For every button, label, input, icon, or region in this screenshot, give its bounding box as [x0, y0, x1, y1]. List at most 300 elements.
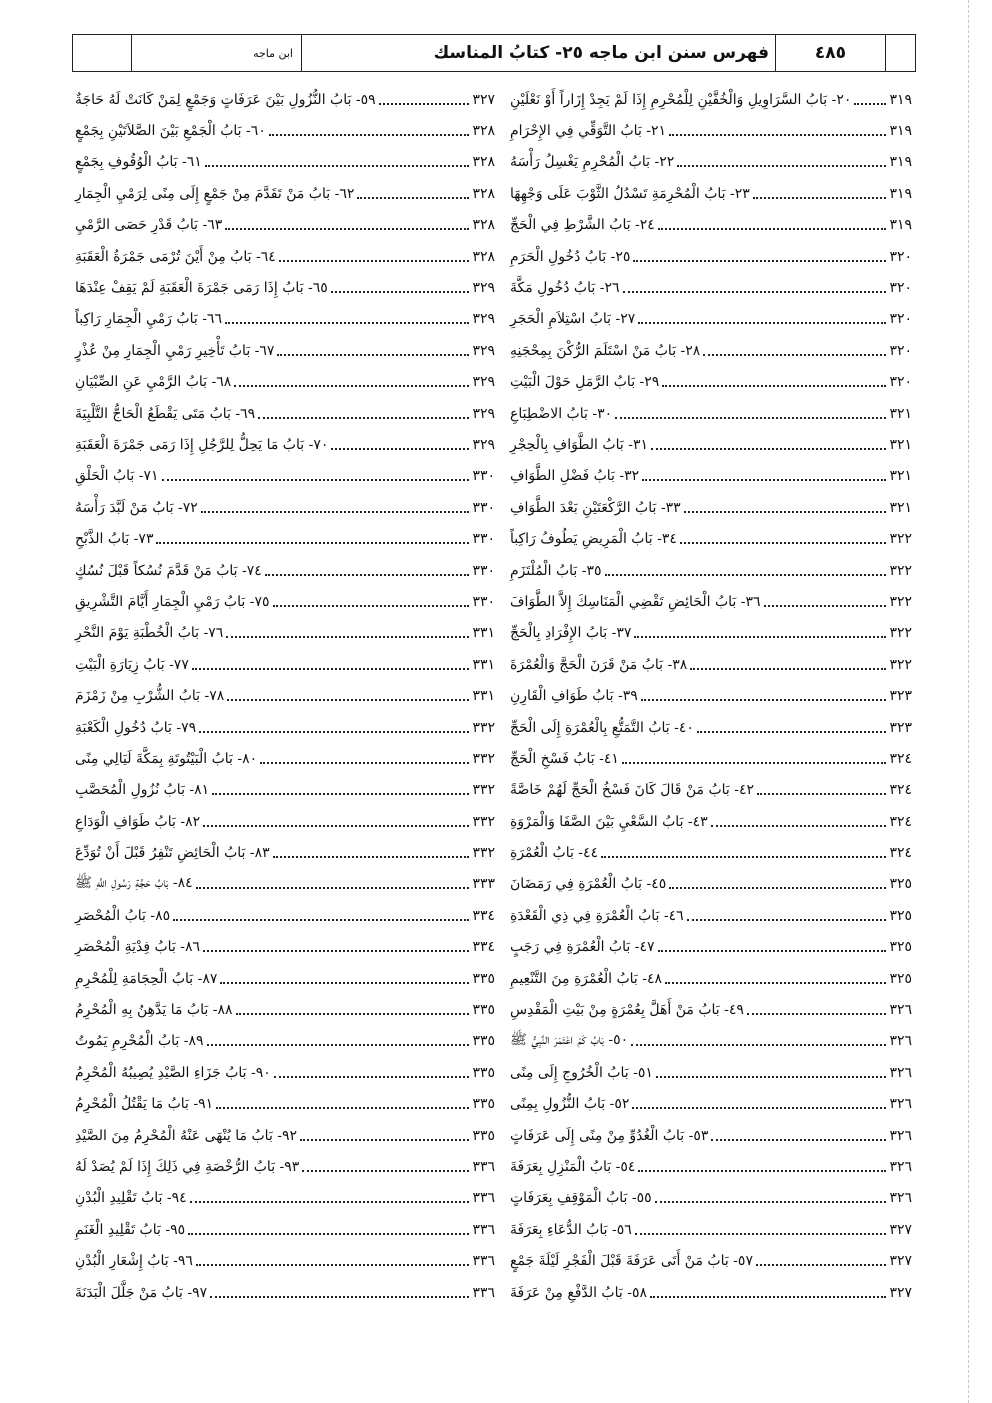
entry-title: ٨٠- بَابُ الْبَيْتُوتَةِ بِمَكَّةَ لَيَالِي مِنًى: [75, 750, 258, 767]
entry-page-number: ٣٢١: [889, 468, 912, 485]
dot-leader: [225, 228, 469, 230]
entry-title: ٨٥- بَابُ الْمُحْصَرِ: [75, 907, 171, 924]
dot-leader: [225, 322, 469, 324]
entry-title: ٤٦- بَابُ الْعُمْرَةِ فِي ذِي الْقَعْدَةِ: [510, 907, 684, 924]
index-entry: [510, 367, 912, 398]
entry-page-number: ٣٣٥: [472, 1096, 495, 1113]
header-blank-cell: [73, 35, 131, 71]
dot-leader: [615, 417, 886, 419]
index-entry: [510, 743, 912, 774]
index-entry: [510, 649, 912, 680]
index-entry: [510, 900, 912, 931]
dot-leader: [196, 1264, 470, 1266]
entry-title: ٤٨- بَابُ الْعُمْرَةِ مِنَ التَّنْعِيمِ: [510, 970, 663, 987]
index-entry: [75, 1151, 495, 1182]
entry-title: ٣٨- بَابُ مَنْ قَرَنَ الْحَجَّ وَالْعُمْرَةَ: [510, 656, 688, 673]
entry-title: ٥٦- بَابُ الدُّعَاءِ بِعَرَفَةَ: [510, 1221, 632, 1238]
dot-leader: [711, 1139, 886, 1141]
entry-title: ٨١- بَابُ نُزُولِ الْمُحَصَّبِ: [75, 782, 210, 799]
entry-page-number: ٣٢٤: [889, 782, 912, 799]
entry-title: ٩٢- بَابُ مَا يُنْهَى عَنْهُ الْمُحْرِمُ مِنَ الصَّيْدِ: [75, 1127, 298, 1144]
entry-page-number: ٣٣١: [472, 625, 495, 642]
index-column-left: [75, 84, 495, 1308]
dot-leader: [203, 825, 469, 827]
entry-title: ٢٧- بَابُ اسْتِلاَمِ الْحَجَرِ: [510, 311, 636, 328]
index-entry: [510, 586, 912, 617]
index-entry: [75, 1026, 495, 1057]
entry-title: ٦١- بَابُ الْوُقُوفِ بِجَمْعٍ: [75, 154, 202, 171]
entry-title: ٧٥- بَابُ رَمْيِ الْجِمَارِ أَيَّامَ التَّشْرِيقِ: [75, 593, 270, 610]
dot-leader: [192, 668, 470, 670]
entry-title: ٢٣- بَابُ الْمُحْرِمَةِ تَسْدُلُ الثَّوْبَ عَلَى وَجْهِهَا: [510, 185, 750, 202]
entry-page-number: ٣٢٠: [889, 248, 912, 265]
entry-page-number: ٣٢٦: [889, 1064, 912, 1081]
entry-title: ٨٧- بَابُ الْحِجَامَةِ لِلْمُحْرِمِ: [75, 970, 218, 987]
entry-title: ٦٧- بَابُ تَأْخِيرِ رَمْيِ الْجِمَارِ مِنْ عُذْرٍ: [75, 342, 275, 359]
entry-page-number: ٣٣٥: [472, 1064, 495, 1081]
entry-title: ٧٠- بَابُ مَا يَحِلُّ لِلرَّجُلِ إِذَا رَمَى جَمْرَةَ الْعَقَبَةِ: [75, 436, 329, 453]
entry-page-number: ٣٢١: [889, 405, 912, 422]
entry-page-number: ٣٢٢: [889, 562, 912, 579]
dot-leader: [220, 982, 469, 984]
entry-title: ٢٦- بَابُ دُخُولِ مَكَّةَ: [510, 280, 620, 297]
entry-title: ٣٤- بَابُ الْمَرِيضِ يَطُوفُ رَاكِباً: [510, 531, 677, 548]
dot-leader: [260, 762, 469, 764]
index-entry: [510, 147, 912, 178]
index-entry: [75, 837, 495, 868]
entry-page-number: ٣٢٦: [889, 1190, 912, 1207]
index-entry: [510, 272, 912, 303]
index-entry: [510, 932, 912, 963]
index-entry: [75, 649, 495, 680]
index-entry: [510, 210, 912, 241]
entry-page-number: ٣٢٨: [472, 123, 495, 140]
dot-leader: [357, 197, 469, 199]
entry-page-number: ٣٢٤: [889, 845, 912, 862]
entry-page-number: ٣١٩: [889, 154, 912, 171]
dot-leader: [277, 354, 469, 356]
entry-title: ٨٣- بَابُ الْحَائِضِ تَنْفِرُ قَبْلَ أَنْ تُوَدِّعَ: [75, 845, 270, 862]
index-entry: [75, 398, 495, 429]
entry-page-number: ٣٣٥: [472, 1033, 495, 1050]
entry-page-number: ٣١٩: [889, 91, 912, 108]
entry-page-number: ٣٣٠: [472, 593, 495, 610]
entry-title: ٣٦- بَابُ الْحَائِضِ تَقْضِي الْمَنَاسِكَ إِلاَّ الطَّوَافَ: [510, 593, 761, 610]
dot-leader: [216, 1107, 469, 1109]
entry-page-number: ٣٣٢: [472, 750, 495, 767]
index-entry: [75, 429, 495, 460]
entry-title: ٣٥- بَابُ الْمُلْتَزَمِ: [510, 562, 602, 579]
dot-leader: [188, 1233, 469, 1235]
dot-leader: [747, 1013, 887, 1015]
entry-title: ٤٧- بَابُ الْعُمْرَةِ فِي رَجَبٍ: [510, 939, 655, 956]
index-entry: [75, 367, 495, 398]
index-entry: [75, 618, 495, 649]
dot-leader: [650, 1296, 886, 1298]
dot-leader: [236, 1013, 470, 1015]
entry-page-number: ٣٣٠: [472, 531, 495, 548]
entry-page-number: ٣٣٥: [472, 1127, 495, 1144]
entry-title: ٤١- بَابُ فَسْخِ الْحَجِّ: [510, 750, 619, 767]
entry-page-number: ٣٢٦: [889, 1033, 912, 1050]
entry-title: ٩٧- بَابُ مَنْ جَلَّلَ الْبَدَنَةَ: [75, 1284, 208, 1301]
dot-leader: [207, 1044, 470, 1046]
dot-leader: [690, 668, 886, 670]
entry-page-number: ٣٢٧: [889, 1253, 912, 1270]
entry-title: ٥٣- بَابُ الْغُدُوِّ مِنْ مِنًى إِلَى عَرَفَاتٍ: [510, 1127, 709, 1144]
entry-page-number: ٣٢٧: [472, 91, 495, 108]
index-entry: [75, 304, 495, 335]
index-entry: [510, 1057, 912, 1088]
header-blank-cell: [885, 35, 915, 71]
index-entry: [75, 586, 495, 617]
entry-page-number: ٣٣٦: [472, 1190, 495, 1207]
entry-page-number: ٣٢٤: [889, 750, 912, 767]
index-entry: [510, 869, 912, 900]
entry-title: ٦٣- بَابُ قَدْرِ حَصَى الرَّمْيِ: [75, 217, 223, 234]
dot-leader: [605, 574, 887, 576]
entry-title: ٩٥- بَابُ تَقْلِيدِ الْغَنَمِ: [75, 1221, 186, 1238]
index-entry: [75, 147, 495, 178]
dot-leader: [156, 542, 469, 544]
dot-leader: [711, 825, 887, 827]
entry-title: ٩٠- بَابُ جَزَاءِ الصَّيْدِ يُصِيبُهُ الْمُحْرِمُ: [75, 1064, 271, 1081]
entry-title: ٨٦- بَابُ فِدْيَةِ الْمُحْصَرِ: [75, 939, 201, 956]
entry-page-number: ٣٢٤: [889, 813, 912, 830]
entry-title: ٦٢- بَابُ مَنْ تَقَدَّمَ مِنْ جَمْعٍ إِلَى مِنًى لِرَمْيِ الْجِمَارِ: [75, 185, 355, 202]
entry-page-number: ٣٢٨: [472, 185, 495, 202]
entry-title: ٦٦- بَابُ رَمْيِ الْجِمَارِ رَاكِباً: [75, 311, 222, 328]
entry-page-number: ٣٢٩: [472, 374, 495, 391]
dot-leader: [274, 1076, 470, 1078]
entry-page-number: ٣٢٣: [889, 719, 912, 736]
entry-page-number: ٣٢١: [889, 436, 912, 453]
dot-leader: [703, 354, 886, 356]
entry-page-number: ٣٢٥: [889, 876, 912, 893]
index-entry: [510, 429, 912, 460]
index-entry: [510, 994, 912, 1025]
index-entry: [75, 461, 495, 492]
dot-leader: [601, 856, 886, 858]
index-entry: [510, 1183, 912, 1214]
entry-title: ٧٤- بَابُ مَنْ قَدَّمَ نُسُكاً قَبْلَ نُسُكٍ: [75, 562, 262, 579]
entry-title: ٤٥- بَابُ الْعُمْرَةِ فِي رَمَضَانَ: [510, 876, 667, 893]
dot-leader: [665, 982, 886, 984]
entry-title: ٩٦- بَابُ إِشْعَارِ الْبُدْنِ: [75, 1253, 193, 1270]
entry-title: ٤٣- بَابُ السَّعْيِ بَيْنَ الصَّفَا وَالْمَرْوَةِ: [510, 813, 708, 830]
entry-page-number: ٣٣١: [472, 656, 495, 673]
entry-page-number: ٣٢٩: [472, 405, 495, 422]
dot-leader: [226, 636, 469, 638]
dot-leader: [203, 950, 469, 952]
index-entry: [75, 335, 495, 366]
index-entry: [510, 335, 912, 366]
dot-leader: [212, 793, 469, 795]
dot-leader: [300, 1139, 469, 1141]
index-entry: [510, 115, 912, 146]
index-entry: [75, 241, 495, 272]
entry-title: ٥٥- بَابُ الْمَوْقِفِ بِعَرَفَاتٍ: [510, 1190, 652, 1207]
entry-page-number: ٣١٩: [889, 185, 912, 202]
entry-title: ٢١- بَابُ التَّوَقِّي فِي الإِحْرَامِ: [510, 123, 667, 140]
entry-title: ٥٩- بَابُ النُّزُولِ بَيْنَ عَرَفَاتٍ وَجَمْعٍ لِمَنْ كَانَتْ لَهُ حَاجَةٌ: [75, 91, 376, 108]
index-entry: [75, 1183, 495, 1214]
index-entry: [75, 1089, 495, 1120]
entry-title: ٦٩- بَابُ مَتَى يَقْطَعُ الْحَاجُّ التَّلْبِيَةَ: [75, 405, 256, 422]
entry-page-number: ٣٣٣: [472, 876, 495, 893]
entry-page-number: ٣٢٦: [889, 1127, 912, 1144]
entry-page-number: ٣٢٦: [889, 1002, 912, 1019]
entry-title: ٢٠- بَابُ السَّرَاوِيلِ وَالْخُفَّيْنِ لِلْمُحْرِمِ إِذَا لَمْ يَجِدْ إِزَاراً أَوْ نَعْلَيْنِ: [510, 91, 852, 108]
entry-title: ٣٩- بَابُ طَوَافِ الْقَارِنِ: [510, 688, 638, 705]
dot-leader: [764, 605, 887, 607]
entry-title: ٣٢- بَابُ فَضْلِ الطَّوَافِ: [510, 468, 640, 485]
entry-title: ٩١- بَابُ مَا يَقْتُلُ الْمُحْرِمُ: [75, 1096, 214, 1113]
index-entry: [510, 618, 912, 649]
index-entry: [75, 1057, 495, 1088]
index-entry: [75, 932, 495, 963]
entry-title: ٥١- بَابُ الْخُرُوجِ إِلَى مِنًى: [510, 1064, 653, 1081]
entry-title: ٣٣- بَابُ الرَّكْعَتَيْنِ بَعْدَ الطَّوَافِ: [510, 499, 681, 516]
dot-leader: [635, 1233, 887, 1235]
index-entry: [510, 178, 912, 209]
entry-page-number: ٣٢٥: [889, 939, 912, 956]
index-entry: [75, 115, 495, 146]
index-entry: [510, 712, 912, 743]
dot-leader: [658, 950, 887, 952]
entry-page-number: ٣٢٥: [889, 970, 912, 987]
dot-leader: [677, 165, 886, 167]
dot-leader: [669, 887, 886, 889]
entry-page-number: ٣٣٢: [472, 782, 495, 799]
entry-page-number: ٣٢٢: [889, 593, 912, 610]
entry-page-number: ٣٣٠: [472, 562, 495, 579]
dot-leader: [757, 793, 886, 795]
index-entry: [75, 900, 495, 931]
entry-title: ٧٣- بَابُ الذَّبْحِ: [75, 531, 154, 548]
index-entry: [75, 806, 495, 837]
entry-title: ٤٠- بَابُ التَّمَتُّعِ بِالْعُمْرَةِ إِلَى الْحَجِّ: [510, 719, 694, 736]
entry-title: ٩٤- بَابُ تَقْلِيدِ الْبُدْنِ: [75, 1190, 187, 1207]
index-entry: [510, 806, 912, 837]
dot-leader: [273, 605, 470, 607]
entry-page-number: ٣٣٦: [472, 1253, 495, 1270]
dot-leader: [227, 699, 469, 701]
dot-leader: [302, 1170, 469, 1172]
dot-leader: [173, 919, 469, 921]
entry-page-number: ٣٢٨: [472, 248, 495, 265]
index-entry: [75, 994, 495, 1025]
index-entry: [75, 492, 495, 523]
dot-leader: [234, 385, 469, 387]
entry-page-number: ٣٢٦: [889, 1158, 912, 1175]
dot-leader: [162, 479, 470, 481]
index-entry: [75, 869, 495, 900]
dot-leader: [210, 1296, 469, 1298]
entry-title: ٥٠- بَابُ كَمْ اعْتَمَرَ النَّبِيُّ ﷺ: [510, 1032, 629, 1049]
dot-leader: [199, 731, 469, 733]
dot-leader: [196, 887, 470, 889]
index-entry: [510, 241, 912, 272]
entry-title: ٨٨- بَابُ مَا يَدَّهِنُ بِهِ الْمُحْرِمُ: [75, 1002, 233, 1019]
entry-page-number: ٣٢٦: [889, 1096, 912, 1113]
entry-page-number: ٣٣٦: [472, 1158, 495, 1175]
entry-title: ٢٥- بَابُ دُخُولِ الْحَرَمِ: [510, 248, 631, 265]
entry-title: ٨٢- بَابُ طَوَافِ الْوَدَاعِ: [75, 813, 201, 830]
entry-page-number: ٣٣٢: [472, 845, 495, 862]
entry-title: ٤٤- بَابُ الْعُمْرَةِ: [510, 845, 599, 862]
entry-page-number: ٣٣٤: [472, 939, 495, 956]
dot-leader: [273, 856, 470, 858]
page-header: [72, 34, 916, 72]
entry-page-number: ٣٣٢: [472, 813, 495, 830]
entry-page-number: ٣٢٧: [889, 1284, 912, 1301]
index-entry: [75, 555, 495, 586]
index-entry: [75, 1214, 495, 1245]
entry-title: ٦٤- بَابُ مِنْ أَيْنَ تُرْمَى جَمْرَةُ الْعَقَبَةِ: [75, 248, 276, 265]
entry-title: ٧٦- بَابُ الْخُطْبَةِ يَوْمَ النَّحْرِ: [75, 625, 224, 642]
entry-title: ٣٠- بَابُ الاضْطِبَاعِ: [510, 405, 613, 422]
dot-leader: [632, 1107, 886, 1109]
entry-page-number: ٣٢٨: [472, 217, 495, 234]
dot-leader: [190, 1201, 470, 1203]
entry-title: ٦٠- بَابُ الْجَمْعِ بَيْنَ الصَّلاَتَيْنِ بِجَمْعٍ: [75, 123, 266, 140]
dot-leader: [641, 699, 887, 701]
header-page-number: ٤٨٥: [775, 35, 885, 71]
index-entry: [510, 1089, 912, 1120]
entry-title: ٧٩- بَابُ دُخُولِ الْكَعْبَةِ: [75, 719, 197, 736]
entry-page-number: ٣٣٥: [472, 970, 495, 987]
header-title: فهرس سنن ابن ماجه ٢٥- كتابُ المناسك: [301, 35, 775, 71]
index-entry: [75, 84, 495, 115]
index-entry: [510, 304, 912, 335]
entry-page-number: ٣١٩: [889, 217, 912, 234]
entry-title: ٢٢- بَابُ الْمُحْرِمِ يَغْسِلُ رَأْسَهُ: [510, 154, 675, 171]
index-entry: [510, 1120, 912, 1151]
header-book-name: ابن ماجه: [131, 35, 301, 71]
entry-title: ٤٩- بَابُ مَنْ أَهَلَّ بِعُمْرَةٍ مِنْ بَيْتِ الْمَقْدِسِ: [510, 1002, 744, 1019]
dot-leader: [756, 1264, 886, 1266]
entry-title: ٩٣- بَابُ الرُّخْصَةِ فِي ذَلِكَ إِذَا لَمْ يُصَدْ لَهُ: [75, 1158, 300, 1175]
entry-page-number: ٣٢٠: [889, 311, 912, 328]
entry-title: ٥٧- بَابُ مَنْ أَتَى عَرَفَةَ قَبْلَ الْفَجْرِ لَيْلَةَ جَمْعٍ: [510, 1253, 753, 1270]
page-edge-line: [968, 0, 970, 1403]
dot-leader: [631, 1044, 886, 1046]
dot-leader: [854, 103, 886, 105]
dot-leader: [680, 542, 887, 544]
dot-leader: [658, 228, 887, 230]
entry-page-number: ٣٢٠: [889, 280, 912, 297]
entry-page-number: ٣٢٢: [889, 531, 912, 548]
index-entry: [510, 1151, 912, 1182]
index-entry: [75, 1245, 495, 1276]
entry-page-number: ٣٢٢: [889, 625, 912, 642]
index-entry: [510, 837, 912, 868]
index-entry: [510, 492, 912, 523]
index-entry: [510, 84, 912, 115]
entry-page-number: ٣٢٩: [472, 436, 495, 453]
entry-page-number: ٣٢٣: [889, 688, 912, 705]
index-entry: [510, 1245, 912, 1276]
dot-leader: [642, 479, 886, 481]
entry-page-number: ٣٣٦: [472, 1284, 495, 1301]
entry-page-number: ٣٢٩: [472, 342, 495, 359]
index-entry: [510, 398, 912, 429]
dot-leader: [205, 165, 470, 167]
index-entry: [510, 523, 912, 554]
entry-title: ٨٩- بَابُ الْمُحْرِمِ يَمُوتُ: [75, 1033, 204, 1050]
entry-title: ٢٩- بَابُ الرَّمَلِ حَوْلَ الْبَيْتِ: [510, 374, 660, 391]
dot-leader: [201, 511, 470, 513]
index-entry: [510, 555, 912, 586]
entry-title: ٨٤- بَابُ حَجَّةِ رَسُولِ اللَّهِ ﷺ: [75, 875, 193, 892]
index-entry: [75, 523, 495, 554]
entry-title: ٧٧- بَابُ زِيَارَةِ الْبَيْتِ: [75, 656, 189, 673]
entry-page-number: ٣٣٠: [472, 468, 495, 485]
entry-page-number: ٣٢٠: [889, 342, 912, 359]
dot-leader: [655, 1201, 887, 1203]
index-column-right: [510, 84, 912, 1308]
entry-title: ٧١- بَابُ الْحَلْقِ: [75, 468, 159, 485]
dot-leader: [331, 448, 469, 450]
index-entry: [75, 963, 495, 994]
dot-leader: [379, 103, 470, 105]
entry-page-number: ٣٣٢: [472, 719, 495, 736]
entry-title: ٦٥- بَابُ إِذَا رَمَى جَمْرَةَ الْعَقَبَةِ لَمْ يَقِفْ عِنْدَهَا: [75, 280, 328, 297]
dot-leader: [697, 731, 887, 733]
entry-page-number: ٣٢٢: [889, 656, 912, 673]
entry-page-number: ٣٢٩: [472, 280, 495, 297]
index-entry: [75, 712, 495, 743]
dot-leader: [638, 322, 886, 324]
entry-page-number: ٣٢٠: [889, 374, 912, 391]
dot-leader: [687, 919, 887, 921]
entry-page-number: ٣١٩: [889, 123, 912, 140]
dot-leader: [684, 511, 887, 513]
dot-leader: [634, 636, 886, 638]
dot-leader: [258, 417, 469, 419]
dot-leader: [331, 291, 470, 293]
index-entry: [75, 272, 495, 303]
index-entry: [510, 1026, 912, 1057]
dot-leader: [662, 385, 886, 387]
dot-leader: [753, 197, 887, 199]
entry-title: ٢٨- بَابُ مَنْ اسْتَلَمَ الرُّكْنَ بِمِحْجَنِهِ: [510, 342, 701, 359]
entry-page-number: ٣٢٨: [472, 154, 495, 171]
entry-page-number: ٣٣٠: [472, 499, 495, 516]
dot-leader: [622, 762, 887, 764]
dot-leader: [633, 260, 886, 262]
entry-title: ٧٢- بَابُ مَنْ لَبَّدَ رَأْسَهُ: [75, 499, 198, 516]
index-entry: [75, 1277, 495, 1308]
dot-leader: [623, 291, 887, 293]
dot-leader: [651, 448, 886, 450]
entry-page-number: ٣٢٩: [472, 311, 495, 328]
index-entry: [75, 775, 495, 806]
entry-title: ٥٨- بَابُ الدَّفْعِ مِنْ عَرَفَةَ: [510, 1284, 647, 1301]
dot-leader: [638, 1170, 886, 1172]
index-entry: [75, 1120, 495, 1151]
entry-page-number: ٣٣٦: [472, 1221, 495, 1238]
entry-page-number: ٣٢٧: [889, 1221, 912, 1238]
dot-leader: [269, 134, 470, 136]
entry-page-number: ٣٢٥: [889, 907, 912, 924]
dot-leader: [279, 260, 470, 262]
dot-leader: [265, 574, 470, 576]
entry-title: ٣٧- بَابُ الإِفْرَادِ بِالْحَجِّ: [510, 625, 632, 642]
index-entry: [75, 680, 495, 711]
entry-title: ٦٨- بَابُ الرَّمْيِ عَنِ الصِّبْيَانِ: [75, 374, 232, 391]
